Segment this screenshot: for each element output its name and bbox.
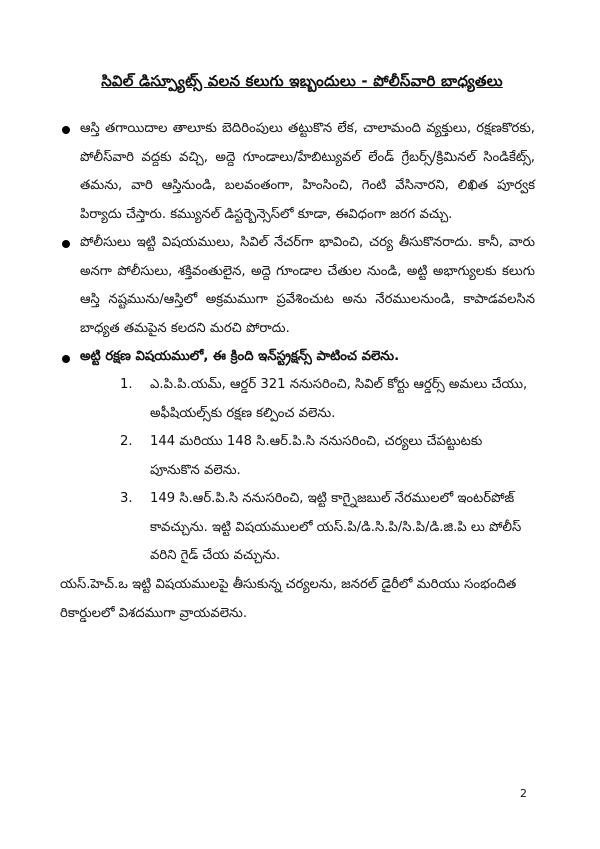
closing-paragraph: యస్.హెచ్.ఒ ఇట్టి విషయములపై తీసుకున్న చర్యలను, జనరల్ డైరీలో మరియు సంభందిత రికార్డులలో విశదముగా వ్రాయవలెను. bbox=[60, 577, 517, 621]
list-number: 3. bbox=[120, 491, 133, 506]
bullet-paragraph-2: పోలీసులు ఇట్టి విషయములు, సివిల్ నేచర్‌గా భావించి, చర్య తీసుకొనరాదు. కానీ, వారు అనగా పోలీసులు, శక్తివంతులైన, అద్దె గూండాల చేతుల నుండి, అట్టి అభాగ్యులకు కలుగు ఆస్తి నష్టమును/ఆస్తిలో అక్రమముగా ప్రవేశించుట అను నేరములనుండి, కాపాడవలసిన బాధ్యత తమపైన కలదని మరచి పోరాదు. bbox=[80, 235, 535, 336]
bullet-paragraph-3: అట్టి రక్షణ విషయములో, ఈ క్రింది ఇన్‌స్ట్రక్షన్స్ పాటించ వలెను. bbox=[80, 349, 400, 364]
bullet-dot bbox=[62, 126, 70, 134]
list-item-3: 149 సి.ఆర్.పి.సి ననుసరించి, ఇట్టి కాగ్నైజబుల్ నేరములలో ఇంటర్‌పోజ్ కావచ్చును. ఇట్టి విషయములలో యస్.పి/డి.సి.పి/సి.పి/డి.జి.పి లు పోలీస్ వరిని గైడ్ చేయ వచ్చును. bbox=[150, 491, 522, 563]
page-title: సివిల్ డిస్ప్యూట్స్ వలన కలుగు ఇబ్బందులు - పోలీస్‌వారి బాధ్యతలు bbox=[101, 72, 503, 90]
list-number: 2. bbox=[120, 434, 133, 449]
list-number: 1. bbox=[120, 377, 133, 392]
bullet-paragraph-1: ఆస్తి తగాయిదాల తాలూకు బెదిరింపులు తట్టుకొన లేక, చాలామంది వ్యక్తులు, రక్షణకొరకు, పోలీస్‌వారి వద్దకు వచ్చి, అద్దె గూండాలు/హేబిట్యువల్ లేండ్ గ్రేబర్స్/క్రిమినల్ సిండికేట్స్, తమను, వారి ఆస్తినుండి, బలవంతంగా, హింసించి, గెంటి వేసినారని, లిఖిత పూర్వక పిర్యాదు చేస్తారు. కమ్యునల్ డిస్టర్బెన్సెస్‌లో కూడా, ఈవిధంగా జరగ వచ్చు. bbox=[80, 121, 535, 222]
bullet-dot bbox=[62, 355, 70, 363]
list-item-1: ఎ.పి.పి.యమ్, ఆర్డర్ 321 ననుసరించి, సివిల్ కోర్టు ఆర్డర్స్ అమలు చేయు, అఫీషియల్స్‌కు రక్షణ కల్పించ వలెను. bbox=[150, 377, 528, 421]
page-number: 2 bbox=[520, 787, 527, 800]
bullet-dot bbox=[62, 240, 70, 248]
list-item-2: 144 మరియు 148 సి.ఆర్.పి.సి ననుసరించి, చర్యలు చేపట్టుటకు పూనుకొన వలెను. bbox=[150, 434, 483, 478]
